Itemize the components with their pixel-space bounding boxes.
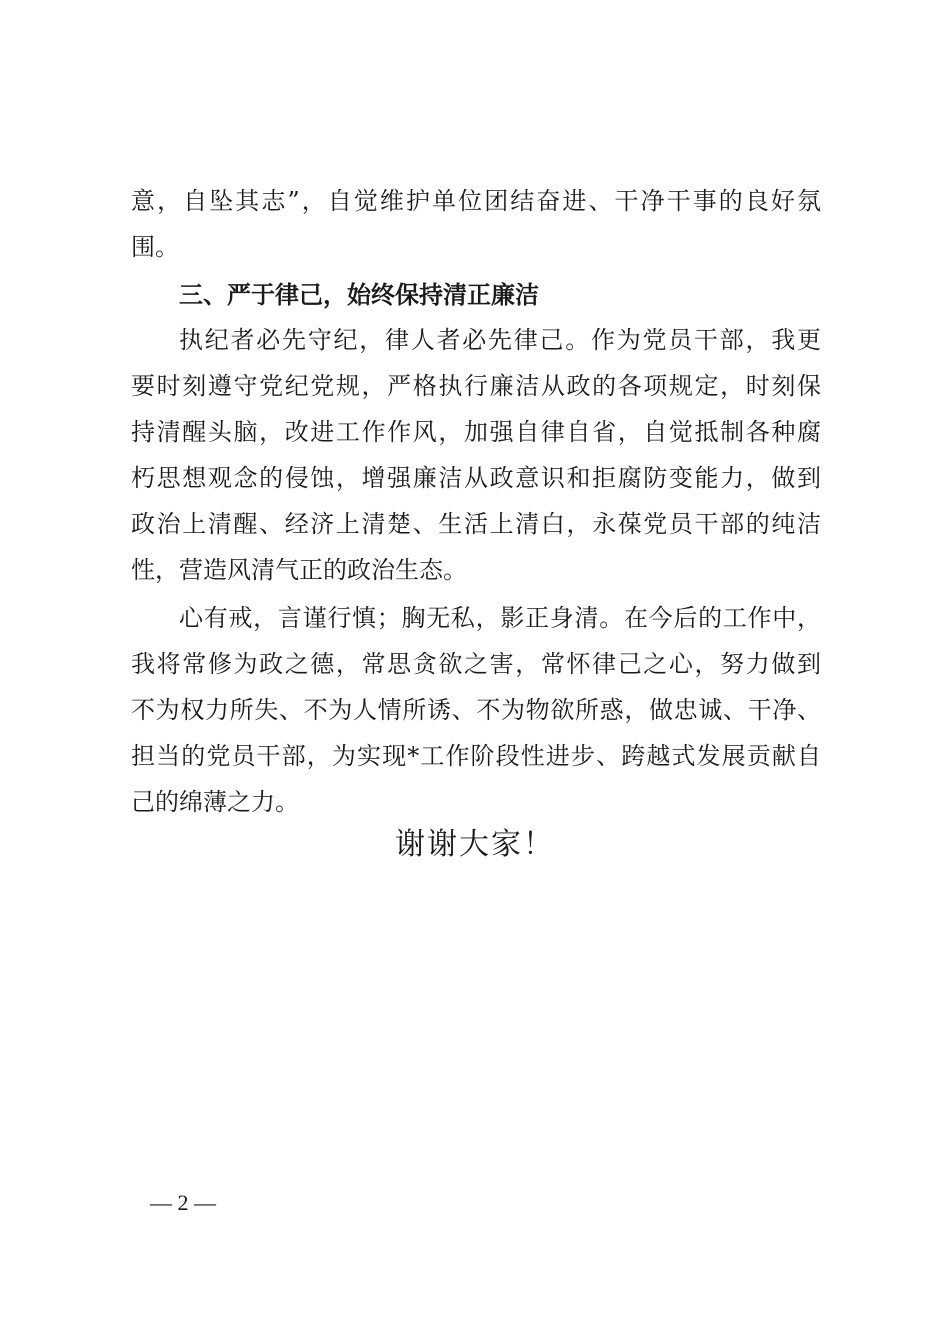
paragraph-line: 我将常修为政之德，常思贪欲之害，常怀律己之心，努力做到 [131,650,821,678]
closing-remark: 谢谢大家！ [395,827,555,862]
paragraph-line: 性，营造风清气正的政治生态。 [131,556,467,584]
paragraph-line: 担当的党员干部，为实现*工作阶段性进步、跨越式发展贡献自 [131,742,821,770]
paragraph-line: 要时刻遵守党纪党规，严格执行廉洁从政的各项规定，时刻保 [131,372,821,400]
paragraph-line: 意，自坠其志”，自觉维护单位团结奋进、干净干事的良好氛 [131,187,821,215]
paragraph-line: 执纪者必先守纪，律人者必先律己。作为党员干部，我更 [179,326,821,354]
paragraph-line: 己的绵薄之力。 [131,788,299,816]
paragraph-line: 朽思想观念的侵蚀，增强廉洁从政意识和拒腐防变能力，做到 [131,464,821,492]
paragraph-line: 不为权力所失、不为人情所诱、不为物欲所惑，做忠诚、干净、 [131,696,821,724]
paragraph-line: 持清醒头脑，改进工作作风，加强自律自省，自觉抵制各种腐 [131,418,821,446]
paragraph-line: 围。 [131,233,179,261]
paragraph-line: 心有戒，言谨行慎；胸无私，影正身清。在今后的工作中， [179,604,821,632]
page-number: — 2 — [150,1190,216,1215]
section-heading: 三、严于律己，始终保持清正廉洁 [179,281,539,309]
paragraph-line: 政治上清醒、经济上清楚、生活上清白，永葆党员干部的纯洁 [131,510,821,538]
